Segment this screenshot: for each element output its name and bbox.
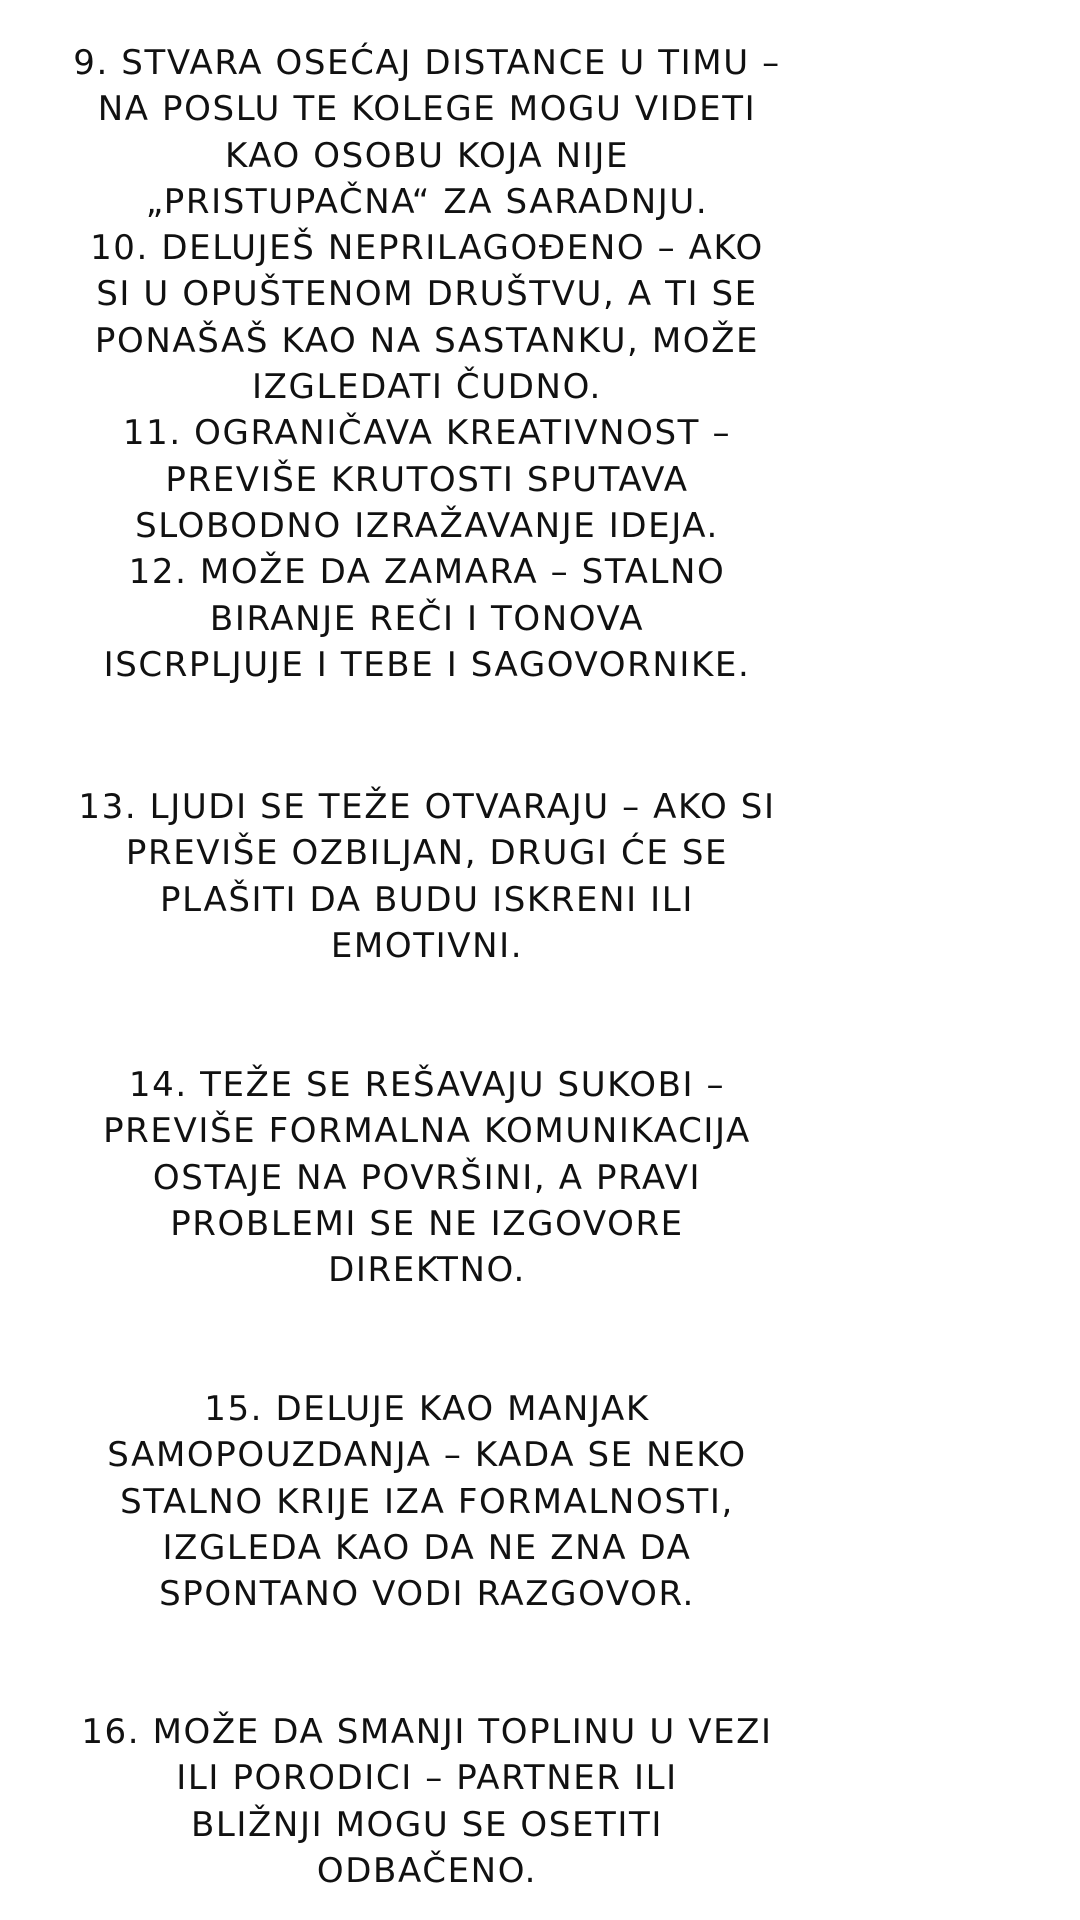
text-line: ILI PORODICI – PARTNER ILI (176, 1758, 678, 1799)
text-line: PREVIŠE OZBILJAN, DRUGI ĆE SE (125, 833, 729, 874)
text-line: BIRANJE REČI I TONOVA (209, 598, 645, 639)
text-line: 11. OGRANIČAVA KREATIVNOST – (122, 413, 732, 454)
text-line: „PRISTUPAČNA“ ZA SARADNJU. (145, 181, 709, 222)
text-line: DIREKTNO. (328, 1250, 526, 1291)
text-line: ODBAČENO. (316, 1850, 538, 1891)
text-line: PREVIŠE FORMALNA KOMUNIKACIJA (103, 1111, 751, 1152)
text-line: 13. LJUDI SE TEŽE OTVARAJU – AKO SI (78, 787, 776, 827)
paragraph (14, 40, 840, 688)
text-line: PROBLEMI SE NE IZGOVORE (170, 1203, 684, 1244)
text-line: OSTAJE NA POVRŠINI, A PRAVI (152, 1157, 702, 1198)
text-line: ISCRPLJUJE I TEBE I SAGOVORNIKE. (103, 644, 751, 685)
text-line: PLAŠITI DA BUDU ISKRENI ILI (160, 879, 694, 920)
text-block-item-14 (14, 1062, 840, 1293)
text-line: IZGLEDATI ČUDNO. (252, 367, 602, 408)
text-line: BLIŽNJI MOGU SE OSETITI (190, 1804, 664, 1845)
text-line: 15. DELUJE KAO MANJAK (204, 1389, 650, 1429)
text-line: 16. MOŽE DA SMANJI TOPLINU U VEZI (81, 1712, 773, 1752)
paragraph (14, 1386, 840, 1617)
text-line: NA POSLU TE KOLEGE MOGU VIDETI (97, 89, 757, 130)
text-line: 14. TEŽE SE REŠAVAJU SUKOBI – (128, 1065, 726, 1105)
text-line: SI U OPUŠTENOM DRUŠTVU, A TI SE (96, 274, 758, 315)
paragraph (14, 784, 840, 969)
text-line: KAO OSOBU KOJA NIJE (224, 135, 630, 176)
text-line: SAMOPOUZDANJA – KADA SE NEKO (107, 1435, 747, 1476)
text-block-items-9-12 (14, 40, 840, 688)
text-line: EMOTIVNI. (330, 925, 524, 966)
text-block-item-13 (14, 784, 840, 969)
paragraph (14, 1709, 840, 1894)
text-line: IZGLEDA KAO DA NE ZNA DA (162, 1527, 692, 1568)
text-line: 10. DELUJEŠ NEPRILAGOĐENO – AKO (90, 228, 764, 269)
paragraph (14, 1062, 840, 1293)
text-line: PREVIŠE KRUTOSTI SPUTAVA (165, 459, 689, 500)
text-line: 12. MOŽE DA ZAMARA – STALNO (128, 552, 726, 593)
text-line: STALNO KRIJE IZA FORMALNOSTI, (120, 1481, 734, 1522)
text-block-item-16 (14, 1709, 840, 1894)
text-line: PONAŠAŠ KAO NA SASTANKU, MOŽE (94, 320, 760, 361)
text-line: SLOBODNO IZRAŽAVANJE IDEJA. (135, 505, 719, 546)
text-block-item-15 (14, 1386, 840, 1617)
text-line: 9. STVARA OSEĆAJ DISTANCE U TIMU – (73, 43, 781, 83)
text-line: SPONTANO VODI RAZGOVOR. (159, 1574, 695, 1615)
